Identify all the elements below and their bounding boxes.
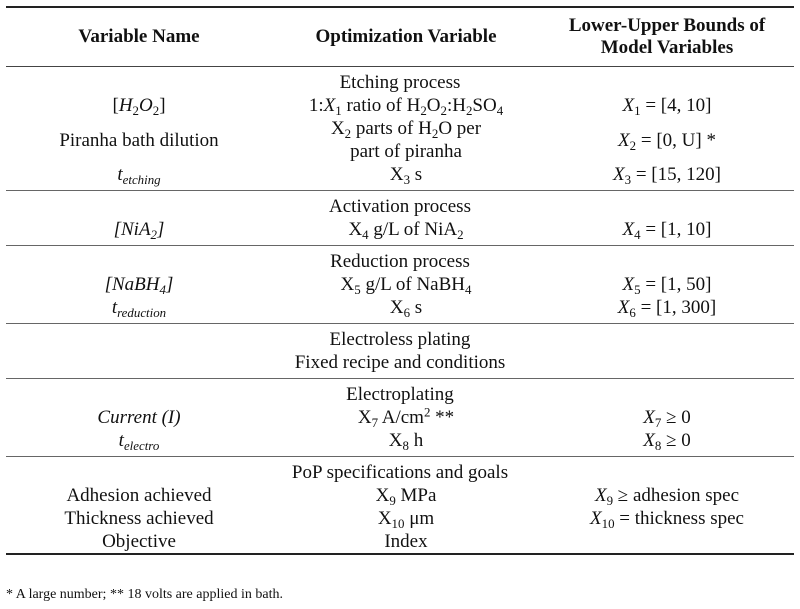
variable-name: Adhesion achieved [66, 485, 212, 506]
section-title: Etching process [339, 72, 461, 93]
optimization-variables-table [6, 6, 794, 555]
table-row [6, 530, 794, 554]
section-title: Reduction process [330, 251, 470, 272]
table-footnote: * A large number; ** 18 volts are applied in bath. [6, 587, 283, 602]
bounds [540, 530, 794, 554]
section-reduction [6, 246, 794, 324]
table-row [6, 117, 794, 163]
table-row [6, 218, 794, 246]
bounds: $X_9$ ≥ adhesion spec [594, 485, 740, 508]
table-row [6, 163, 794, 191]
optimization-variable: Index [384, 531, 428, 552]
variable-name: [NiA$_2$] [113, 219, 165, 242]
section-electroless [6, 324, 794, 379]
variable-name: $[H_2O_2]$ [112, 95, 166, 118]
optimization-variable: $X_5$ g/L of NaBH$_4$ [340, 274, 472, 297]
section-electroplating [6, 379, 794, 457]
table-row [6, 406, 794, 429]
section-title: Electroplating [346, 384, 454, 405]
bounds: $X_{10}$ = thickness spec [590, 508, 744, 531]
table-row [6, 273, 794, 296]
optimization-variable: $X_8$ h [388, 430, 424, 453]
variable-name: Piranha bath dilution [59, 129, 219, 151]
section-etching [6, 67, 794, 191]
header-variable-name: Variable Name [78, 26, 200, 47]
optimization-variable: $1:X_1$ ratio of $H_2O_2:H_2SO_4$ [308, 95, 504, 118]
header-optimization-variable: Optimization Variable [315, 26, 497, 47]
optimization-variable: $X_7$ $A/cm^2$ ** [357, 404, 455, 430]
optimization-variable: $X_6$ s [389, 297, 423, 320]
optimization-variable: $X_2$ parts of $H_2O$ per part of piranha [330, 118, 482, 162]
bounds: $X_5 = [1$, 50] [622, 274, 712, 297]
bounds: $X_3 = [15$, 120] [613, 164, 721, 187]
section-activation [6, 191, 794, 246]
bounds: $X_2 = [0$, U] * [618, 129, 716, 153]
variable-name: $t_{electro}$ [118, 430, 160, 453]
bounds: $X_4 = [1$, 10] [622, 219, 712, 242]
table-row [6, 507, 794, 530]
variable-name: [NaBH$_4$] [104, 274, 174, 297]
variable-name: Objective [102, 531, 176, 552]
variable-name: Thickness achieved [64, 508, 214, 529]
bounds: $X_7 \ge 0$ [643, 407, 691, 430]
variable-name: $t_{reduction}$ [111, 297, 167, 320]
header-bounds: Lower-Upper Bounds of Model Variables [568, 15, 766, 58]
section-title: Activation process [329, 196, 471, 217]
section-pop [6, 457, 794, 555]
table-row [6, 94, 794, 117]
table-row [6, 296, 794, 324]
bounds: $X_8 \ge 0$ [643, 430, 691, 453]
table-row [6, 429, 794, 457]
optimization-variable: $X_3$ s [389, 164, 423, 187]
variable-name: $t_{etching}$ [117, 164, 161, 187]
variable-name: Current (I) [97, 407, 181, 428]
section-subtitle: Fixed recipe and conditions [294, 352, 506, 373]
optimization-variable: $X_4$ g/L of NiA$_2$ [348, 219, 464, 242]
table-row [6, 484, 794, 507]
section-title: PoP specifications and goals [291, 462, 509, 483]
section-title: Electroless plating [329, 329, 471, 350]
bounds: $X_1 = [4$, 10] [622, 95, 712, 118]
bounds: $X_6 = [1$, 300] [617, 297, 717, 320]
optimization-variable: $X_{10}$ μm [377, 508, 435, 531]
header-row [6, 7, 794, 67]
optimization-variable: $X_9$ MPa [375, 485, 437, 508]
